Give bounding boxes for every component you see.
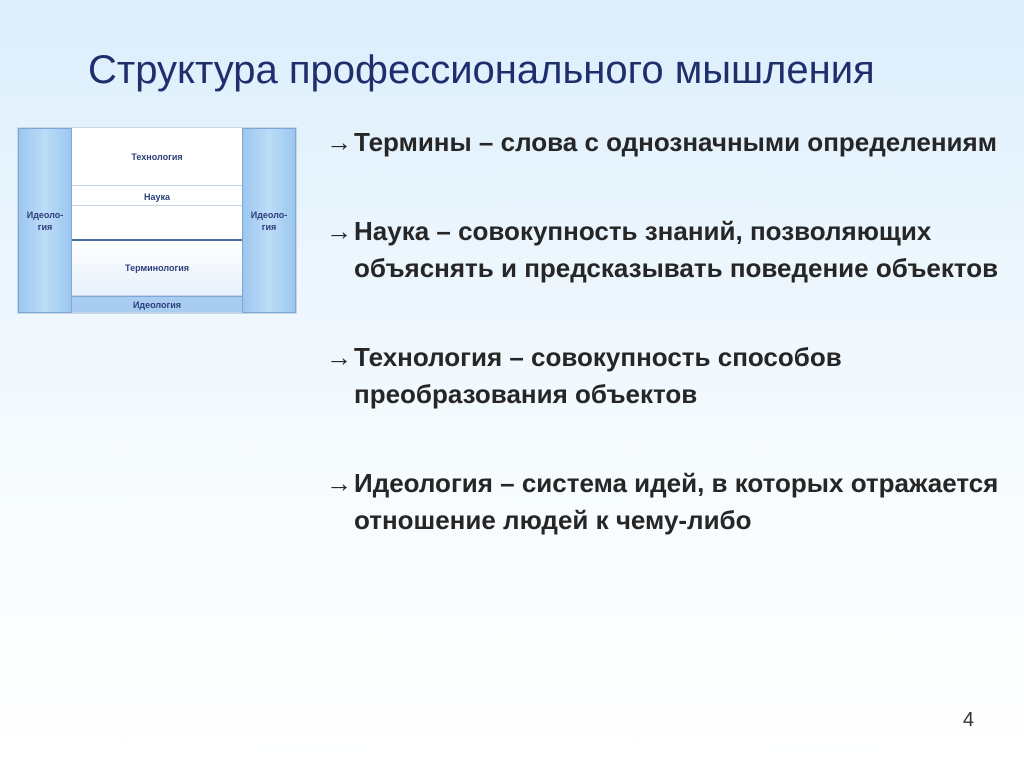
layer-technology xyxy=(72,128,242,186)
layer-science xyxy=(72,192,242,241)
arrow-right-icon: → xyxy=(326,342,352,372)
layer-ideology-label: Идеология xyxy=(132,299,182,310)
right-pillar-label: Идеоло-гия xyxy=(250,209,288,232)
bullet-terms xyxy=(320,124,1010,161)
arrow-right-icon: → xyxy=(326,127,352,157)
bullet-ideology xyxy=(320,465,1010,539)
slide-title: Структура профессионального мышления xyxy=(88,48,875,92)
bullet-text: Термины – слова с однозначными определениям xyxy=(354,127,997,157)
layer-terminology-label: Терминология xyxy=(125,263,189,273)
layer-science-label: Наука xyxy=(143,192,171,202)
layer-technology-label: Технология xyxy=(131,151,183,162)
bullet-text: Технология – совокупность способов преобразования объектов xyxy=(354,342,842,409)
structure-diagram xyxy=(17,127,297,314)
left-pillar xyxy=(18,128,72,313)
page-number: 4 xyxy=(962,709,974,731)
right-pillar xyxy=(242,128,296,313)
bullet-text: Наука – совокупность знаний, позволяющих объяснять и предсказывать поведение объектов xyxy=(354,216,999,283)
bullet-text: Идеология – система идей, в которых отражается отношение людей к чему-либо xyxy=(354,468,999,535)
bullet-list xyxy=(320,124,1010,591)
arrow-right-icon: → xyxy=(326,468,352,498)
bullet-science xyxy=(320,213,1010,287)
layer-ideology xyxy=(72,296,242,313)
bullet-technology xyxy=(320,339,1010,413)
arrow-right-icon: → xyxy=(326,216,352,246)
layer-terminology xyxy=(72,241,242,296)
left-pillar-label: Идеоло-гия xyxy=(26,209,64,232)
